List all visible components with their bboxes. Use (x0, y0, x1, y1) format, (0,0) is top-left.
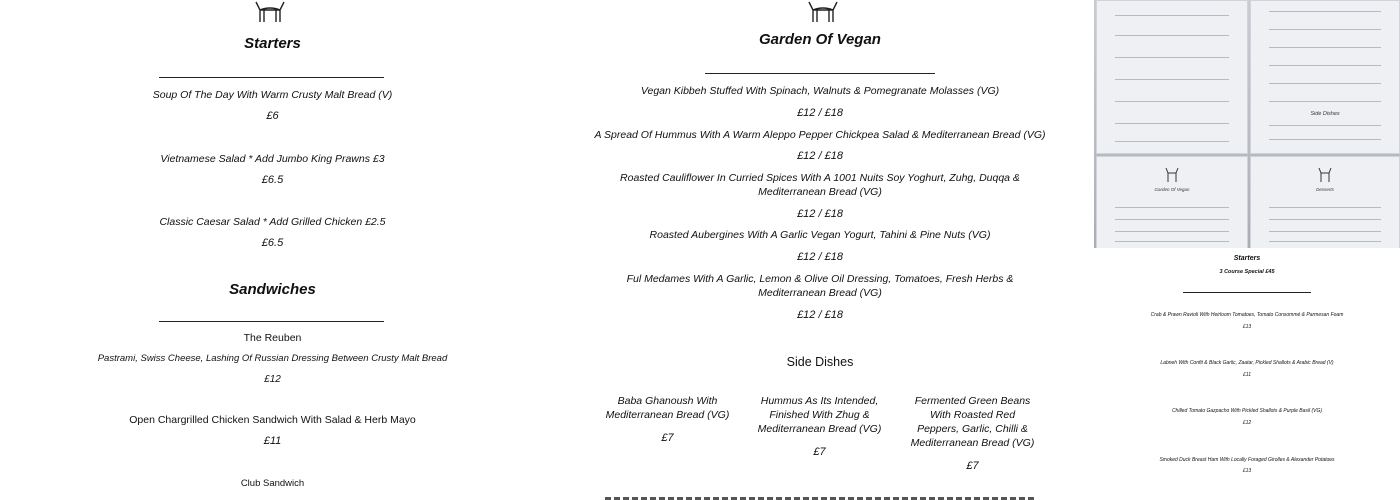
photo-sheet (1250, 0, 1400, 154)
menu-photo-panel (1094, 0, 1400, 500)
side-dish-price: £7 (813, 446, 826, 458)
photo-sheet-title: Garden Of Vegan (1154, 187, 1190, 192)
right-menu-subtitle: 3 Course Special £45 (1219, 269, 1275, 275)
photo-sheet (1250, 156, 1400, 248)
sandwich-item-name: Club Sandwich (240, 478, 305, 489)
vegan-item-name-cont: Mediterranean Bread (VG) (758, 186, 882, 198)
right-menu-item-name: Labneh With Confit & Black Garlic, Zaatar, Pickled Shallots & Arabic Bread (V) (1160, 360, 1334, 366)
sandwich-item-detail: Pastrami, Swiss Cheese, Lashing Of Russian Dressing Between Crusty Malt Bread (97, 353, 448, 364)
vegan-item-price: £12 / £18 (797, 150, 843, 162)
photo-sheet (1096, 0, 1248, 154)
starter-item-price: £6 (266, 110, 279, 122)
menu-board-photo (1094, 0, 1400, 248)
photo-sheet (1096, 156, 1248, 248)
vegan-title: Garden Of Vegan (759, 31, 881, 48)
vegan-item-price: £12 / £18 (797, 251, 843, 263)
stag-logo (803, 0, 843, 24)
vegan-divider (705, 73, 935, 74)
side-dish-name: Fermented Green Beans With Roasted Red Peppers, Garlic, Chilli & Mediterranean Bread (VG) (910, 395, 1035, 449)
sandwiches-title: Sandwiches (229, 281, 316, 298)
garden-of-vegan-panel (545, 0, 1095, 500)
photo-side-label: Side Dishes (1310, 111, 1340, 117)
right-menu-item-name: Chilled Tomato Gazpacho With Pickled Shallots & Purple Basil (VG) (1171, 408, 1323, 414)
side-dish-name: Hummus As Its Intended, Finished With Zhug & Mediterranean Bread (VG) (757, 395, 882, 435)
right-menu-item-name: Smoked Duck Breast Ham With Locally Foraged Girolles & Alexander Potatoes (1159, 457, 1335, 463)
starters-sandwiches-panel (0, 0, 545, 500)
right-menu-item-name: Crab & Prawn Ravioli With Heirloom Tomatoes, Tomato Consommé & Parmesan Foam (1150, 312, 1344, 318)
side-dish-price: £7 (661, 432, 674, 444)
sandwich-item-name: Open Chargrilled Chicken Sandwich With Salad & Herb Mayo (129, 414, 416, 426)
right-menu-divider (1183, 292, 1311, 293)
side-dish-name: Baba Ghanoush With Mediterranean Bread (VG) (605, 395, 730, 421)
starter-item-price: £6.5 (261, 237, 284, 249)
sandwich-item-price: £11 (263, 435, 282, 447)
vegan-item-name-cont: Mediterranean Bread (VG) (758, 287, 882, 299)
photo-sheet-title: Desserts (1316, 187, 1334, 192)
vegan-item-name: Roasted Aubergines With A Garlic Vegan Yogurt, Tahini & Pine Nuts (VG) (649, 229, 991, 241)
sandwich-item-price: £12 (264, 374, 281, 385)
vegan-item-name: A Spread Of Hummus With A Warm Aleppo Pepper Chickpea Salad & Mediterranean Bread (VG) (594, 129, 1046, 141)
stag-logo (250, 0, 290, 24)
vegan-item-price: £12 / £18 (797, 309, 843, 321)
starters-title: Starters (244, 35, 301, 52)
sandwich-item-name: The Reuben (243, 332, 302, 344)
sandwiches-divider (159, 321, 384, 322)
side-dishes-title: Side Dishes (786, 355, 854, 369)
starter-item-name: Classic Caesar Salad * Add Grilled Chicken £2.5 (159, 216, 386, 228)
vegan-item-name: Vegan Kibbeh Stuffed With Spinach, Walnuts & Pomegranate Molasses (VG) (640, 85, 1000, 97)
starter-item-name: Soup Of The Day With Warm Crusty Malt Bread (V) (152, 89, 393, 101)
vegan-item-price: £12 / £18 (797, 208, 843, 220)
starters-divider (159, 77, 384, 78)
starter-item-name: Vietnamese Salad * Add Jumbo King Prawns £3 (160, 153, 385, 165)
right-menu-item-price: £11 (1243, 372, 1251, 378)
right-menu-item-price: £13 (1242, 324, 1252, 330)
right-menu-title: Starters (1233, 255, 1261, 262)
vegan-item-name: Ful Medames With A Garlic, Lemon & Olive Oil Dressing, Tomatoes, Fresh Herbs & (626, 273, 1014, 285)
starter-item-price: £6.5 (261, 174, 284, 186)
right-menu-item-price: £12 (1242, 420, 1252, 426)
side-dish-price: £7 (966, 460, 979, 472)
vegan-item-price: £12 / £18 (797, 107, 843, 119)
vegan-item-name: Roasted Cauliflower In Curried Spices With A 1001 Nuits Soy Yoghurt, Zuhg, Duqqa & (620, 172, 1020, 184)
right-menu-item-price: £13 (1242, 468, 1252, 474)
